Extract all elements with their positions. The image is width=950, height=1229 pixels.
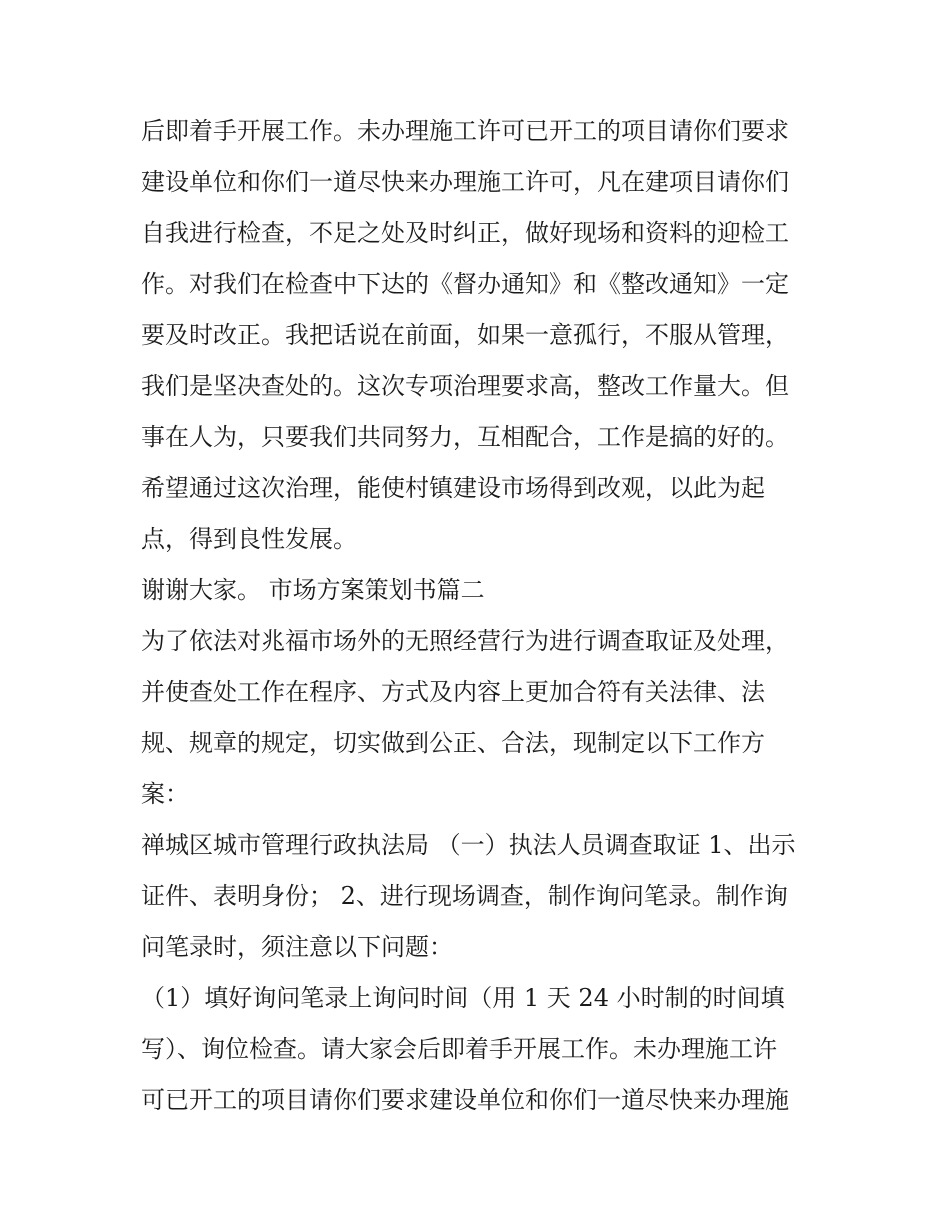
text-line: 作。对我们在检查中下达的《督办通知》和《整改通知》一定 [141, 270, 789, 298]
text-line: 点，得到良性发展。 [141, 525, 357, 553]
section-heading-line: 谢谢大家。 市场方案策划书篇二 [141, 576, 485, 604]
text-line: 并使查处工作在程序、方式及内容上更加合符有关法律、法 [141, 678, 765, 706]
text-line: 我们是坚决查处的。这次专项治理要求高，整改工作量大。但 [141, 372, 789, 400]
text-line: 可已开工的项目请你们要求建设单位和你们一道尽快来办理施 [141, 1086, 789, 1114]
text-line: 规、规章的规定，切实做到公正、合法，现制定以下工作方 [141, 729, 765, 757]
text-line: 建设单位和你们一道尽快来办理施工许可，凡在建项目请你们 [141, 168, 789, 196]
text-line: 为了依法对兆福市场外的无照经营行为进行调查取证及处理， [141, 627, 789, 655]
text-line: （1）填好询问笔录上询问时间（用 1 天 24 小时制的时间填 [141, 984, 785, 1012]
text-line: 希望通过这次治理，能使村镇建设市场得到改观，以此为起 [141, 474, 765, 502]
text-line: 要及时改正。我把话说在前面，如果一意孤行，不服从管理， [141, 321, 789, 349]
text-line: 事在人为，只要我们共同努力，互相配合，工作是搞的好的。 [141, 423, 789, 451]
text-line: 证件、表明身份； 2、进行现场调查，制作询问笔录。制作询 [141, 882, 788, 910]
text-line: 案： [141, 780, 189, 808]
text-line: 禅城区城市管理行政执法局 （一）执法人员调查取证 1、出示 [141, 831, 796, 859]
text-line: 问笔录时，须注意以下问题： [141, 933, 453, 961]
document-body [141, 106, 821, 1126]
text-line: 后即着手开展工作。未办理施工许可已开工的项目请你们要求 [141, 117, 789, 145]
text-line: 自我进行检查，不足之处及时纠正，做好现场和资料的迎检工 [141, 219, 789, 247]
text-line: 写）、询位检查。请大家会后即着手开展工作。未办理施工许 [141, 1035, 777, 1063]
